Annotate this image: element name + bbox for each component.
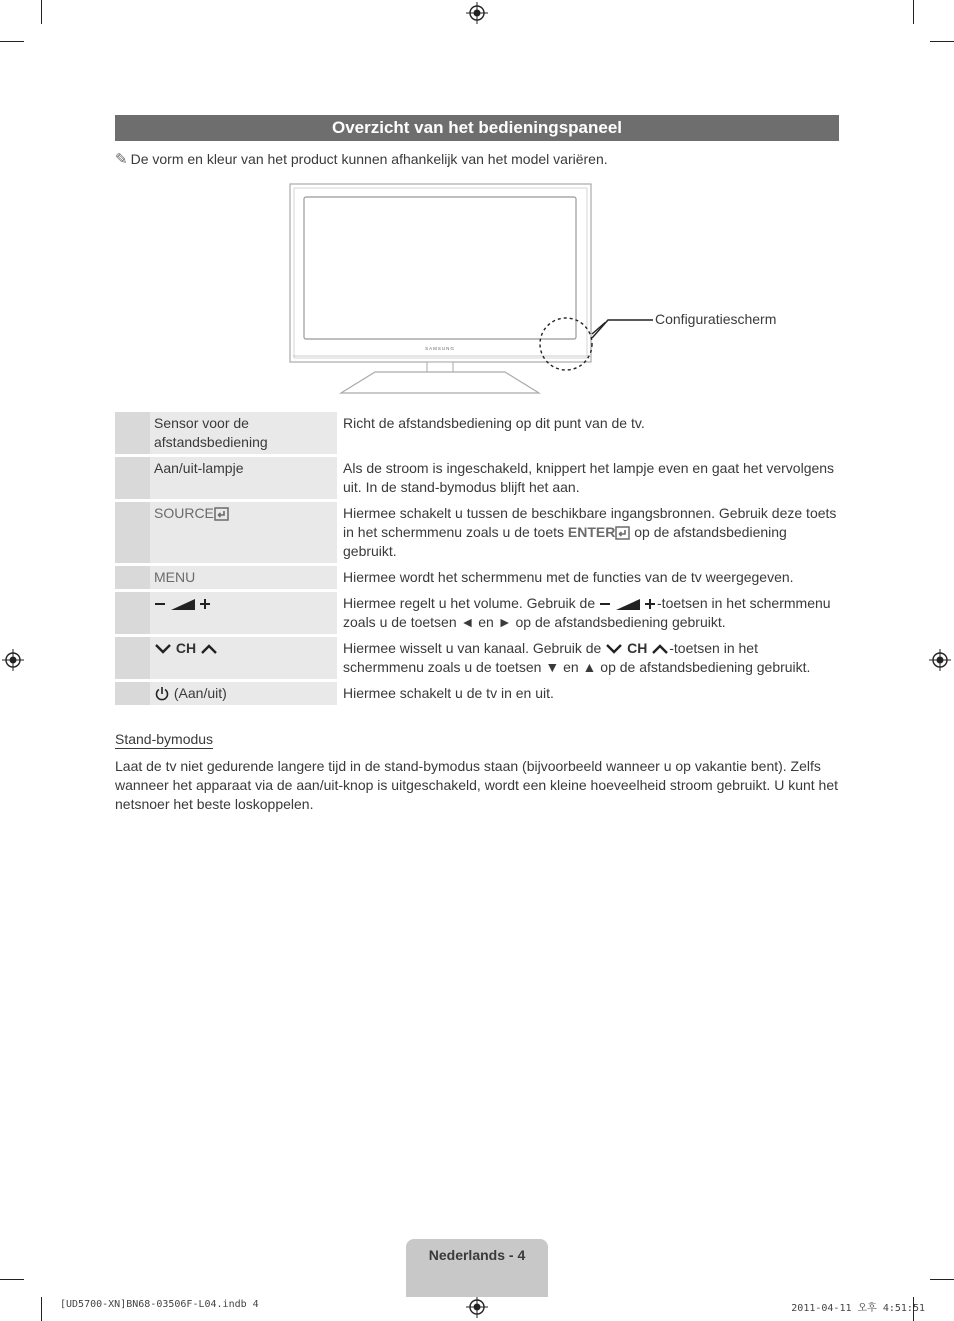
footer-timestamp: 2011-04-11 오후 4:51:51 [791, 1303, 925, 1314]
power-icon [154, 686, 170, 702]
table-row [115, 412, 839, 454]
row-label [150, 566, 337, 589]
brand-logo: SAMSUNG [425, 346, 455, 351]
row-label: Sensor voor de afstandsbediening [150, 412, 337, 454]
chevron-down-icon [605, 643, 623, 655]
crop-mark [913, 0, 914, 24]
row-marker [115, 637, 150, 679]
row-label [150, 682, 337, 705]
desc-part: Hiermee regelt u het volume. Gebruik de [343, 595, 596, 611]
row-label: Aan/uit-lampje [150, 457, 337, 499]
row-label [150, 637, 337, 679]
desc-part: -toetsen in het schermmenu zoals u de toetsen ◄ en ► op de afstandsbediening gebruikt. [343, 595, 831, 630]
note [115, 150, 608, 168]
desc-part: Hiermee wisselt u van kanaal. Gebruik de [343, 640, 602, 656]
ch-label: CH [627, 640, 648, 656]
row-label [150, 592, 337, 634]
table-row [115, 637, 839, 679]
row-marker [115, 592, 150, 634]
row-desc: Hiermee schakelt u de tv in en uit. [343, 685, 554, 701]
row-marker [115, 682, 150, 705]
footer-filename: [UD5700-XN]BN68-03506F-L04.indb 4 [60, 1299, 259, 1310]
row-label [150, 502, 337, 563]
table-row [115, 502, 839, 563]
registration-mark-icon [466, 2, 488, 24]
standby-text: Laat de tv niet gedurende langere tijd in de stand-bymodus staan (bijvoorbeeld wanneer u op vakantie bent). Zelfs wanneer het apparaat via de aan/uit-knop is uitgeschakeld, wordt een kleine hoeveelheid stroom gebruikt. U kunt het netsnoer het beste loskoppelen. [115, 758, 839, 812]
crop-mark [930, 41, 954, 42]
tv-diagram [285, 180, 605, 400]
table-row [115, 592, 839, 634]
note-text: De vorm en kleur van het product kunnen afhankelijk van het model variëren. [130, 151, 608, 167]
callout-line [590, 312, 654, 342]
crop-mark [41, 0, 42, 24]
table-row [115, 457, 839, 499]
power-label: (Aan/uit) [173, 685, 227, 701]
chevron-down-icon [154, 643, 172, 655]
source-label: SOURCE [154, 505, 214, 521]
callout-label: Configuratiescherm [655, 311, 777, 327]
enter-icon [615, 526, 630, 540]
crop-mark [930, 1279, 954, 1280]
row-desc [337, 502, 839, 563]
menu-label: MENU [154, 569, 196, 585]
row-desc [337, 592, 839, 634]
chevron-up-icon [200, 643, 218, 655]
row-desc: Als de stroom is ingeschakeld, knippert het lampje even en gaat het vervolgens uit. In de stand-bymodus blijft het aan. [343, 460, 835, 495]
crop-mark [41, 1297, 42, 1321]
standby-heading: Stand-bymodus [115, 731, 214, 747]
registration-mark-icon [929, 649, 951, 671]
crop-mark [0, 41, 24, 42]
row-marker [115, 566, 150, 589]
enter-label: ENTER [567, 524, 616, 540]
row-desc: Hiermee wordt het schermmenu met de functies van de tv weergegeven. [343, 569, 794, 585]
row-marker [115, 457, 150, 499]
desc-part: op de afstandsbediening gebruikt. [343, 524, 787, 559]
desc-part: -toetsen in het schermmenu zoals u de toetsen ▼ en ▲ op de afstandsbediening gebruikt. [343, 640, 811, 675]
row-marker [115, 502, 150, 563]
row-desc [337, 637, 839, 679]
volume-icon [154, 597, 212, 611]
page-number-tab: Nederlands - 4 [406, 1239, 548, 1297]
table-row [115, 682, 839, 705]
control-panel-table [115, 409, 839, 708]
section-title: Overzicht van het bedieningspaneel [115, 115, 839, 141]
crop-mark [0, 1279, 24, 1280]
pencil-icon: ✎ [115, 151, 128, 168]
ch-label: CH [175, 640, 197, 656]
registration-mark-icon [466, 1296, 488, 1318]
row-marker [115, 412, 150, 454]
registration-mark-icon [2, 649, 24, 671]
table-row [115, 566, 839, 589]
desc-part: Hiermee schakelt u tussen de beschikbare ingangsbronnen. Gebruik deze toets in het schermmenu zoals u de toets [343, 505, 837, 540]
volume-icon [599, 597, 657, 611]
chevron-up-icon [651, 643, 669, 655]
enter-icon [214, 507, 229, 521]
row-desc: Richt de afstandsbediening op dit punt van de tv. [343, 415, 645, 431]
